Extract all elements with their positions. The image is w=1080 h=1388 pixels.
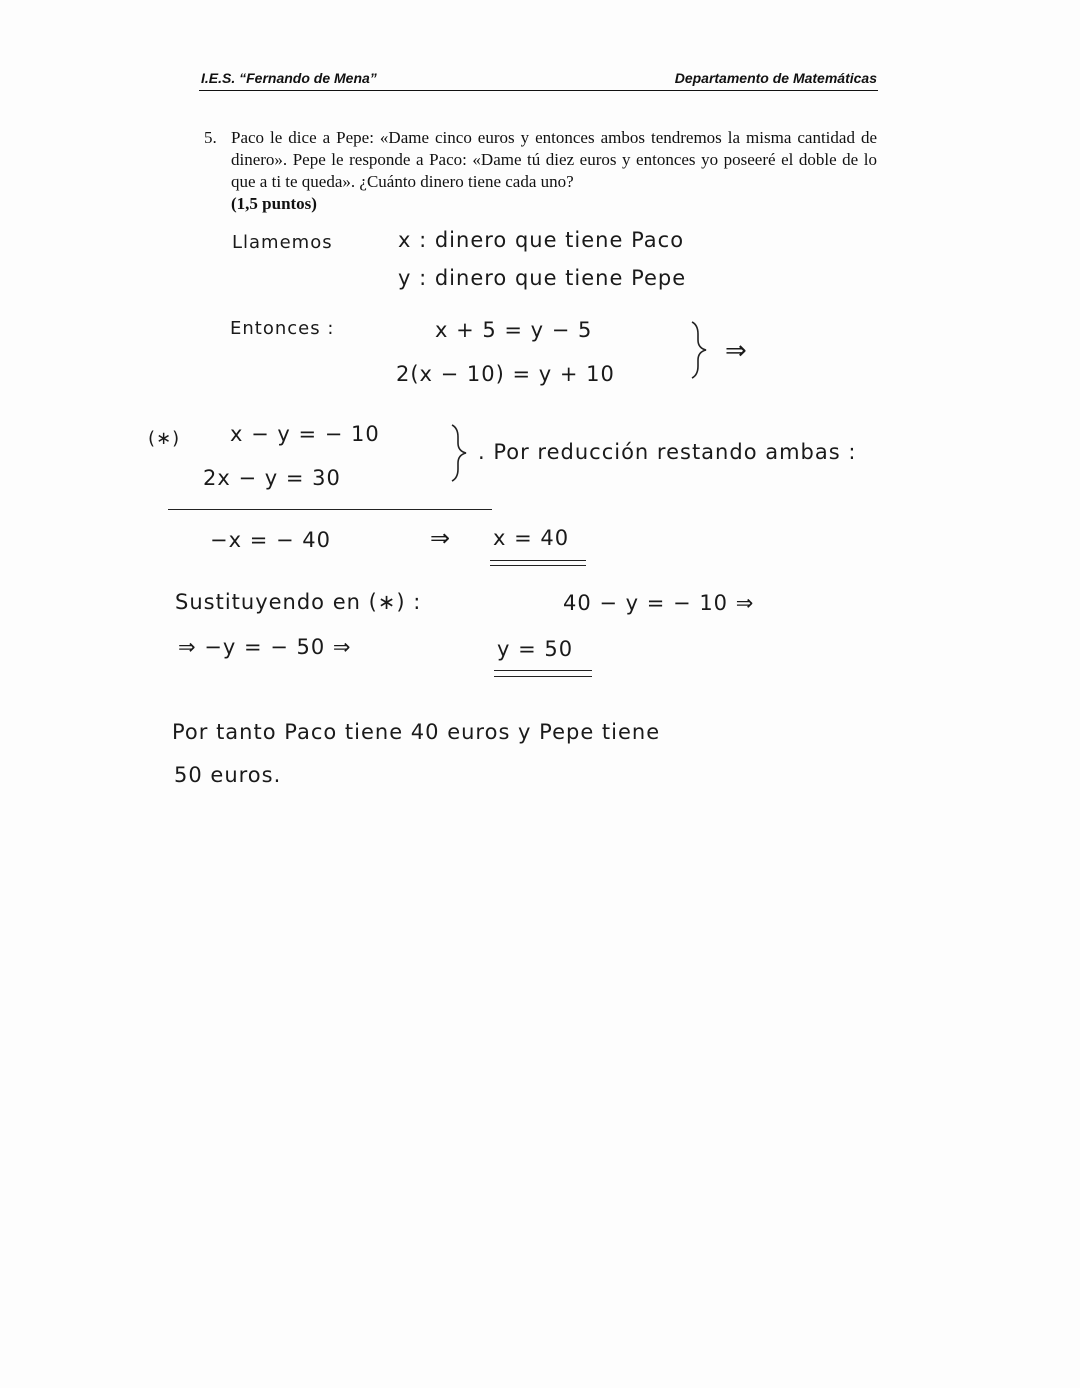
substitution-equation: 40 − y = − 10 ⇒ — [563, 591, 755, 615]
equation-1: x + 5 = y − 5 — [435, 318, 593, 342]
entonces-label: Entonces : — [230, 318, 335, 339]
implies-arrow-1: ⇒ — [725, 336, 748, 366]
problem-points: (1,5 puntos) — [231, 194, 317, 213]
problem-text: Paco le dice a Pepe: «Dame cinco euros y entonces ambos tendremos la misma cantidad de dinero». Pepe le responde a Paco: «Dame tú diez euros y entonces yo poseeré el doble de lo que a ti te queda». ¿Cuánto dinero tiene cada uno? — [231, 128, 877, 191]
definition-x: x : dinero que tiene Paco — [398, 228, 685, 252]
problem-number: 5. — [204, 128, 217, 147]
brace-system-2 — [452, 425, 466, 481]
brace-system-1 — [692, 322, 706, 378]
system-eq-2: 2x − y = 30 — [203, 466, 341, 490]
conclusion-line-2: 50 euros. — [174, 763, 282, 787]
substitution-label: Sustituyendo en (∗) : — [175, 590, 422, 614]
equation-2: 2(x − 10) = y + 10 — [396, 362, 615, 386]
negative-y-equation: ⇒ −y = − 50 ⇒ — [178, 635, 352, 659]
department-name: Departamento de Matemáticas — [674, 70, 877, 86]
star-marker: (∗) — [148, 428, 181, 449]
method-note: . Por reducción restando ambas : — [478, 440, 857, 464]
implies-arrow-2: ⇒ — [430, 524, 452, 552]
school-name: I.E.S. “Fernando de Mena” — [201, 70, 377, 86]
definition-y: y : dinero que tiene Pepe — [398, 266, 687, 290]
conclusion-line-1: Por tanto Paco tiene 40 euros y Pepe tiene — [172, 720, 661, 744]
llamemos-label: Llamemos — [232, 232, 333, 253]
difference-eq: −x = − 40 — [210, 528, 331, 552]
y-result: y = 50 — [497, 637, 574, 661]
system-eq-1: x − y = − 10 — [230, 422, 380, 446]
x-result: x = 40 — [493, 526, 570, 550]
